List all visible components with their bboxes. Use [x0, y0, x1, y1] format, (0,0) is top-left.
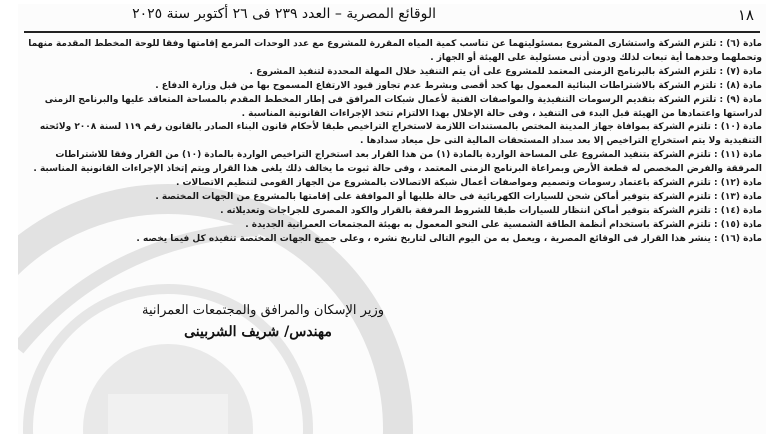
- header-divider: [24, 31, 760, 33]
- article-14: مادة (١٤) : تلتزم الشركة بتوفير أماكن انتظار للسيارات طبقا للشروط المرفقة بالقرار والكود المصرى للجراجات وتعديلاته .: [220, 205, 762, 216]
- article-11: مادة (١١) : تلتزم الشركة بتنفيذ المشروع على المساحة الواردة بالمادة (١) من هذا القرار بعد استخراج التراخيص الواردة بالمادة (١٠) من القرار وفقا للاشتراطات المرفقة والفرض المخصص له قطعة الأرض وبمراعاة البرنامج الزمنى المعتمد ، وفى حالة ثبوت ما يخالف ذلك يلغى هذا القرار ويتم إتخاذ الإجراءات القانونية المناسبة .: [33, 150, 762, 175]
- article-7: مادة (٧) : تلتزم الشركة بالبرنامج الزمنى المعتمد للمشروع على أن يتم التنفيذ خلال المهلة المحددة لتنفيذ المشروع .: [249, 66, 762, 77]
- minister-title: وزير الإسكان والمرافق والمجتمعات العمرانية: [141, 303, 384, 318]
- article-10: مادة (١٠) : تلتزم الشركة بموافاة جهاز المدينة المختص بالمستندات اللازمة لاستخراج التراخيص طبقا لأحكام قانون البناء الصادر بالقانون رقم ١١٩ لسنة ٢٠٠٨ ولائحته التنفيذية ولا يتم استخراج التراخيص إلا بعد سداد المستحقات المالية التى حل ميعاد سدادها .: [39, 122, 762, 147]
- article-8: مادة (٨) : تلتزم الشركة بالاشتراطات البنائية المعمول بها كحد أقصى وبشرط عدم تجاوز قيود الارتفاع المسموح بها من قبل وزارة الدفاع .: [155, 80, 762, 91]
- page-header: [18, 4, 766, 26]
- articles-body: [24, 38, 762, 247]
- document-page: [18, 4, 766, 434]
- article-6: مادة (٦) : تلتزم الشركة واستشارى المشروع بمسئوليتهما عن تناسب كمية المياه المقررة للمشروع مع عدد الوحدات المزمع إقامتها وفقا للوحة المخطط المقدمة منهما وتحملهما وحدهما أية تبعات لذلك ودون أدنى مسئولية على الهيئة أو الجهاز .: [28, 39, 762, 63]
- gazette-title: الوقائع المصرية – العدد ٢٣٩ فى ٢٦ أكتوبر سنة ٢٠٢٥: [132, 6, 436, 22]
- article-15: مادة (١٥) : تلتزم الشركة باستخدام أنظمة الطاقة الشمسية على النحو المعمول به بهيئة المجتمعات العمرانية الجديدة .: [245, 219, 762, 230]
- article-9: مادة (٩) : تلتزم الشركة بتقديم الرسومات التنفيذية والمواصفات الفنية لأعمال شبكات المرافق فى إطار المخطط المقدم بالمساحة المتعاقد عليها والبرنامج الزمنى لدراستها واعتمادها من الهيئة قبل البدء فى التنفيذ ، وفى حالة الإخلال بهذا الالتزام تتخذ الإجراءات القانونية المناسبة .: [44, 94, 762, 119]
- article-16: مادة (١٦) : ينشر هذا القرار فى الوقائع المصرية ، ويعمل به من اليوم التالى لتاريخ نشره ، وعلى جميع الجهات المختصة تنفيذه كل فيما يخصه .: [136, 233, 762, 244]
- article-12: مادة (١٢) : تلتزم الشركة باعتماد رسومات وتصميم ومواصفات أعمال شبكة الاتصالات بالمشروع من الجهاز القومى لتنظيم الاتصالات .: [175, 178, 762, 189]
- article-13: مادة (١٣) : تلتزم الشركة بتوفير أماكن شحن للسيارات الكهربائية فى حالة طلبها أو الموافقة على إقامتها بالمشروع من الجهات المختصة .: [155, 191, 762, 202]
- page-number: ١٨: [737, 6, 754, 24]
- minister-name: مهندس/ شريف الشربينى: [184, 324, 332, 340]
